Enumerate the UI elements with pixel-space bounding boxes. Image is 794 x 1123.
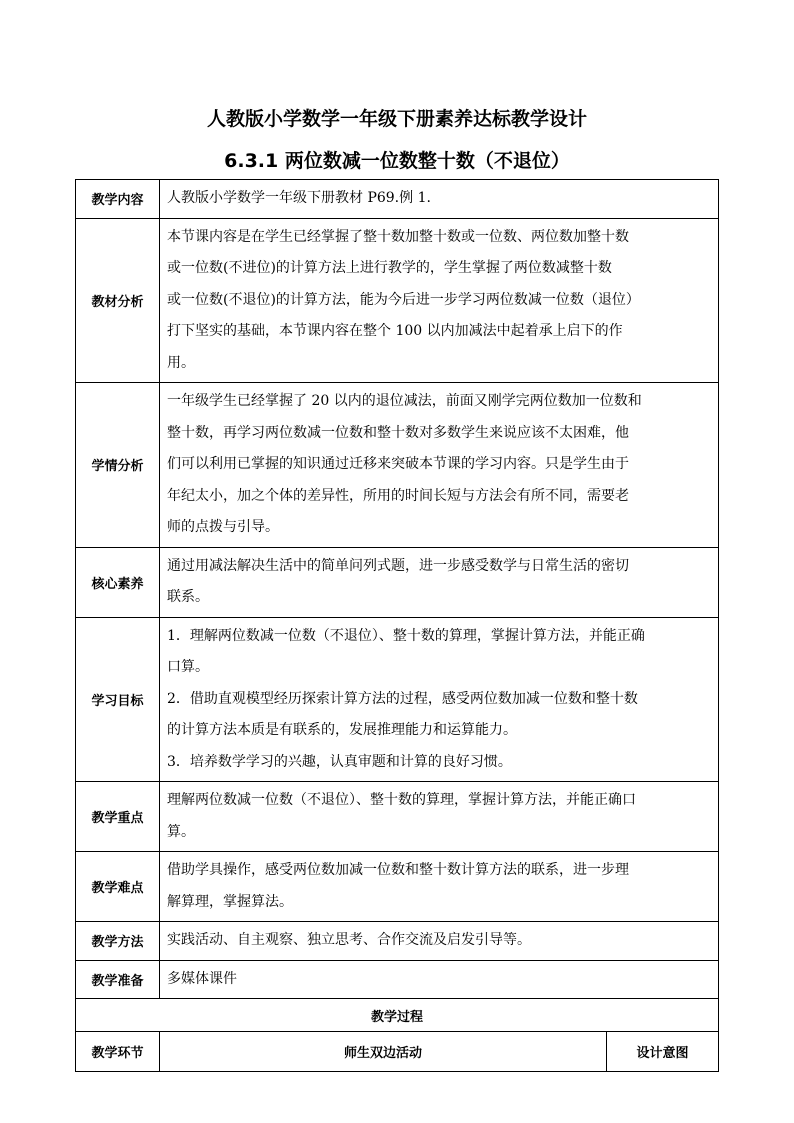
row-label: 学情分析 bbox=[76, 383, 160, 548]
table-row bbox=[76, 922, 719, 961]
content-line: 一年级学生已经掌握了 20 以内的退位减法，前面又刚学完两位数加一位数和 bbox=[167, 393, 642, 409]
row-label: 教学重点 bbox=[76, 782, 160, 852]
content-line: 联系。 bbox=[167, 589, 209, 605]
table-row bbox=[76, 617, 719, 782]
content-line: 或一位数(不退位)的计算方法，能为今后进一步学习两位数减一位数（退位） bbox=[167, 291, 640, 308]
content-line: 打下坚实的基础，本节课内容在整个 100 以内加减法中起着承上启下的作 bbox=[167, 323, 623, 339]
row-label: 教学方法 bbox=[76, 922, 160, 961]
lesson-title: 6.3.1 两位数减一位数整十数（不退位） bbox=[224, 150, 570, 172]
content-line: 师的点拨与引导。 bbox=[167, 519, 279, 535]
row-label: 学习目标 bbox=[76, 617, 160, 782]
row-content bbox=[160, 383, 719, 548]
process-columns-row bbox=[76, 1032, 719, 1072]
table-row bbox=[76, 782, 719, 852]
content-line: 们可以利用已掌握的知识通过迁移来突破本节课的学习内容。只是学生由于 bbox=[167, 456, 629, 472]
row-content bbox=[160, 547, 719, 617]
row-label: 教学内容 bbox=[76, 180, 160, 219]
row-content bbox=[160, 960, 719, 999]
row-label: 教材分析 bbox=[76, 218, 160, 383]
process-header-row bbox=[76, 999, 719, 1032]
col-design-intent: 设计意图 bbox=[607, 1032, 719, 1072]
content-line: 整十数，再学习两位数减一位数和整十数对多数学生来说应该不太困难，他 bbox=[167, 424, 629, 441]
lesson-plan-table bbox=[75, 179, 719, 1072]
table-row bbox=[76, 547, 719, 617]
table-row bbox=[76, 383, 719, 548]
content-line: 3．培养数学学习的兴趣，认真审题和计算的良好习惯。 bbox=[167, 753, 512, 770]
row-label: 教学准备 bbox=[76, 960, 160, 999]
content-line: 实践活动、自主观察、独立思考、合作交流及启发引导等。 bbox=[167, 932, 531, 948]
table-row bbox=[76, 218, 719, 383]
row-content bbox=[160, 180, 719, 219]
row-content bbox=[160, 218, 719, 383]
row-label: 教学难点 bbox=[76, 852, 160, 922]
content-line: 1．理解两位数减一位数（不退位）、整十数的算理，掌握计算方法，并能正确 bbox=[167, 627, 645, 644]
process-header: 教学过程 bbox=[76, 999, 719, 1032]
row-content bbox=[160, 617, 719, 782]
table-row bbox=[76, 960, 719, 999]
content-line: 算。 bbox=[167, 823, 195, 840]
row-content bbox=[160, 852, 719, 922]
content-line: 解算理，掌握算法。 bbox=[167, 893, 293, 910]
table-row bbox=[76, 852, 719, 922]
row-label: 核心素养 bbox=[76, 547, 160, 617]
content-line: 年纪太小，加之个体的差异性，所用的时间长短与方法会有所不同，需要老 bbox=[167, 487, 629, 504]
content-line: 口算。 bbox=[167, 659, 209, 675]
content-line: 的计算方法本质是有联系的，发展推理能力和运算能力。 bbox=[167, 722, 517, 738]
content-line: 本节课内容是在学生已经掌握了整十数加整十数或一位数、两位数加整十数 bbox=[167, 228, 629, 245]
table-row bbox=[76, 180, 719, 219]
content-line: 通过用减法解决生活中的简单问列式题，进一步感受数学与日常生活的密切 bbox=[167, 557, 629, 574]
document-title: 人教版小学数学一年级下册素养达标教学设计 bbox=[206, 108, 587, 130]
row-content bbox=[160, 782, 719, 852]
content-line: 借助学具操作，感受两位数加减一位数和整十数计算方法的联系，进一步理 bbox=[167, 862, 629, 878]
row-content bbox=[160, 922, 719, 961]
content-line: 理解两位数减一位数（不退位）、整十数的算理，掌握计算方法，并能正确口 bbox=[167, 792, 636, 808]
content-line: 用。 bbox=[167, 354, 195, 371]
content-line: 多媒体课件 bbox=[167, 970, 237, 987]
lesson-plan-rows bbox=[76, 180, 719, 999]
col-activities: 师生双边活动 bbox=[160, 1032, 607, 1072]
content-line: 人教版小学数学一年级下册教材 P69.例 1. bbox=[167, 190, 431, 206]
col-teaching-stage: 教学环节 bbox=[76, 1032, 160, 1072]
content-line: 或一位数(不进位)的计算方法上进行教学的，学生掌握了两位数减整十数 bbox=[167, 260, 612, 276]
content-line: 2．借助直观模型经历探索计算方法的过程，感受两位数加减一位数和整十数 bbox=[167, 690, 638, 707]
